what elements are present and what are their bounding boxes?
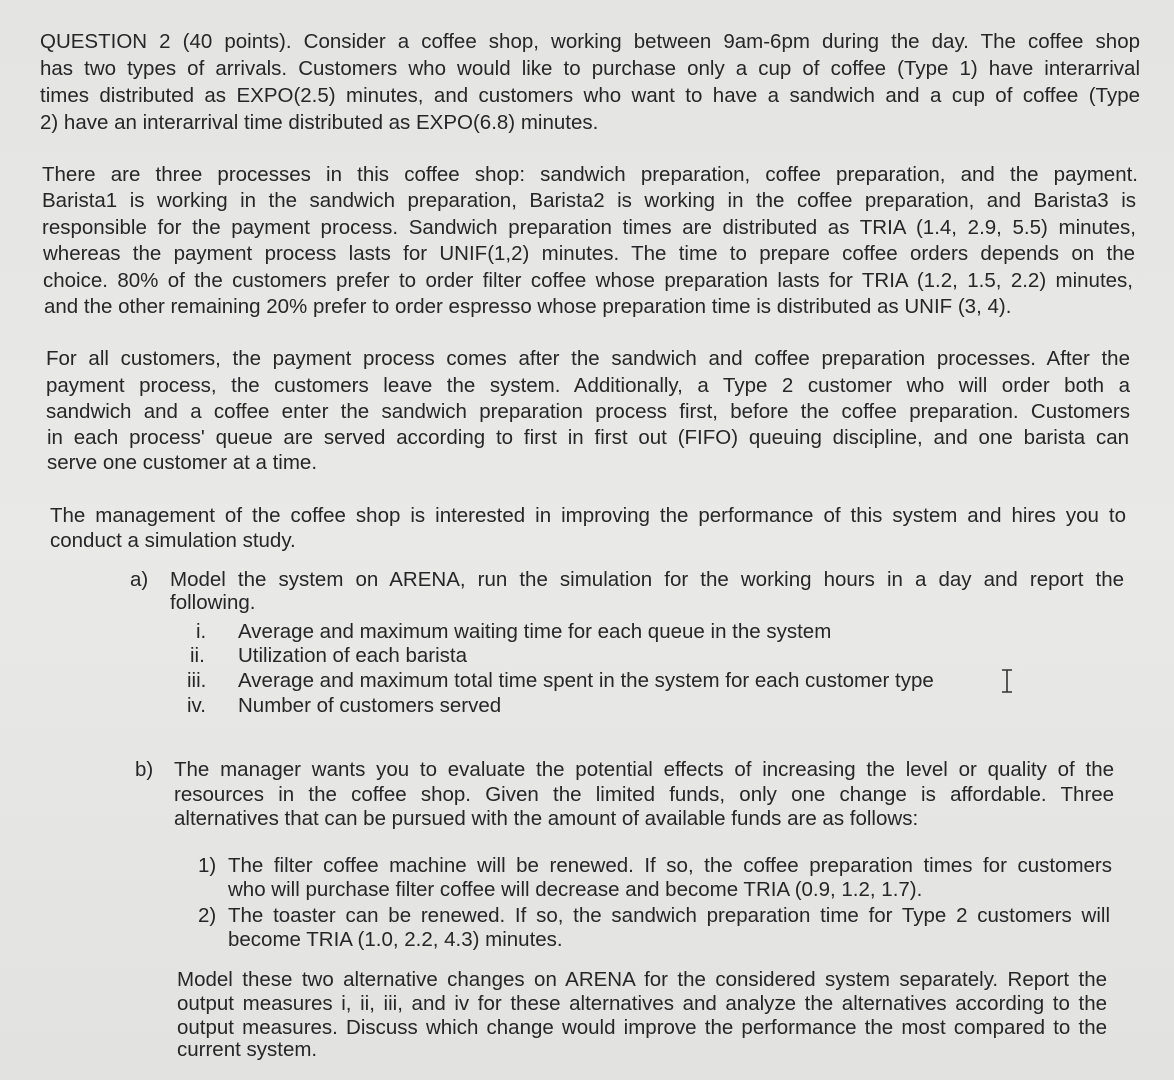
text-line: whereas the payment process lasts for UNIF(1,2) minutes. The time to prepare coffee orders depends on the (43, 242, 1135, 265)
text-line: Model these two alternative changes on ARENA for the considered system separately. Report the (177, 968, 1107, 991)
text-cursor-icon (998, 668, 1016, 694)
text-line: For all customers, the payment process comes after the sandwich and coffee preparation processes. After the (46, 347, 1130, 370)
text-line: and the other remaining 20% prefer to order espresso whose preparation time is distributed as UNIF (3, 4). (44, 295, 1012, 318)
text-line: The filter coffee machine will be renewed. If so, the coffee preparation times for customers (228, 854, 1112, 877)
part-a-label: a) (130, 568, 149, 591)
text-line: become TRIA (1.0, 2.2, 4.3) minutes. (228, 928, 563, 951)
list-item: Average and maximum total time spent in the system for each customer type (238, 669, 934, 692)
list-item: Number of customers served (238, 694, 502, 717)
text-line: output measures. Discuss which change would improve the performance the most compared to the (177, 1016, 1107, 1039)
text-line: following. (170, 591, 256, 614)
part-b-label: b) (135, 758, 154, 781)
text-line: has two types of arrivals. Customers who would like to purchase only a cup of coffee (Type 1) have interarrival (40, 57, 1140, 80)
list-item: Average and maximum waiting time for each queue in the system (238, 620, 832, 643)
text-line: in each process' queue are served according to first in first out (FIFO) queuing discipline, and one barista can (47, 426, 1129, 449)
text-line: resources in the coffee shop. Given the limited funds, only one change is affordable. Three (174, 783, 1114, 806)
text-line: payment process, the customers leave the system. Additionally, a Type 2 customer who will order both a (46, 374, 1130, 397)
text-line: Barista1 is working in the sandwich preparation, Barista2 is working in the coffee preparation, and Barista3 is (42, 189, 1136, 212)
list-item-number: i. (196, 620, 207, 643)
text-line: alternatives that can be pursued with the amount of available funds are as follows: (174, 807, 919, 830)
text-line: 2) have an interarrival time distributed as EXPO(6.8) minutes. (40, 111, 599, 134)
list-item-number: iv. (187, 694, 206, 717)
text-line: who will purchase filter coffee will decrease and become TRIA (0.9, 1.2, 1.7). (228, 878, 923, 901)
text-line: output measures i, ii, iii, and iv for these alternatives and analyze the alternatives according to the (177, 992, 1107, 1015)
text-line: The toaster can be renewed. If so, the sandwich preparation time for Type 2 customers will (228, 904, 1110, 927)
text-line: The management of the coffee shop is interested in improving the performance of this system and hires you to (50, 504, 1126, 527)
text-line: choice. 80% of the customers prefer to order filter coffee whose preparation lasts for TRIA (1.2, 1.5, 2.2) minutes, (43, 269, 1133, 292)
text-line: Model the system on ARENA, run the simulation for the working hours in a day and report the (170, 568, 1124, 591)
text-line: sandwich and a coffee enter the sandwich preparation process first, before the coffee preparation. Customers (46, 400, 1130, 423)
alternative-number: 2) (198, 904, 217, 927)
list-item: Utilization of each barista (238, 644, 468, 667)
text-line: conduct a simulation study. (50, 529, 296, 552)
text-line: times distributed as EXPO(2.5) minutes, and customers who want to have a sandwich and a cup of coffee (Type (40, 84, 1140, 107)
list-item-number: iii. (187, 669, 207, 692)
text-line: QUESTION 2 (40 points). Consider a coffee shop, working between 9am-6pm during the day. The coffee shop (40, 30, 1140, 53)
text-line: There are three processes in this coffee shop: sandwich preparation, coffee preparation, and the payment. (42, 163, 1138, 186)
text-line: current system. (177, 1038, 318, 1061)
alternative-number: 1) (198, 854, 217, 877)
text-line: responsible for the payment process. Sandwich preparation times are distributed as TRIA (1.4, 2.9, 5.5) minutes, (42, 216, 1136, 239)
text-line: serve one customer at a time. (47, 451, 318, 474)
list-item-number: ii. (190, 644, 205, 667)
text-line: The manager wants you to evaluate the potential effects of increasing the level or quality of the (174, 758, 1114, 781)
